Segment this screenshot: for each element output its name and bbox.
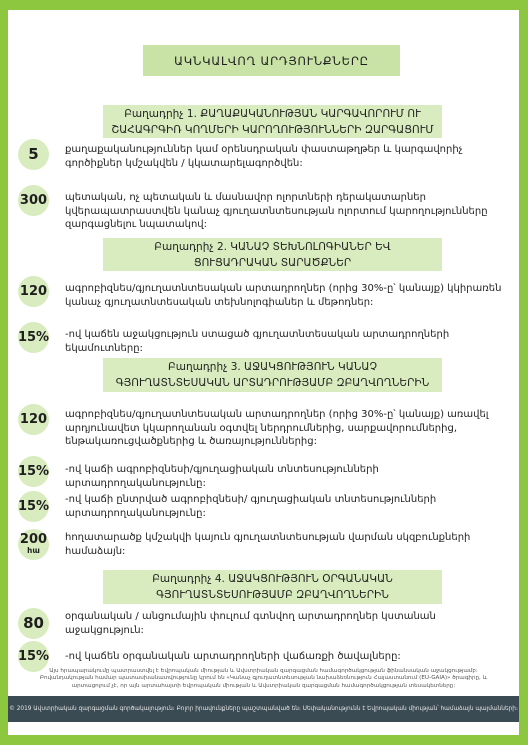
section-2-header	[103, 238, 442, 271]
item-9-value: 80	[18, 608, 49, 639]
section-3-header	[103, 358, 442, 392]
item-3-text: ագրոբիզնես/գյուղատնտեսական արտադրողներ (որից 30%-ը՝ կանայք) կկիրառեն կանաչ գյուղատնտեսական տեխնոլոգիաներ և մեթոդներ:	[65, 283, 502, 308]
item-1-value: 5	[18, 139, 49, 170]
item-8-number: 200	[19, 531, 48, 547]
item-2-value: 300	[18, 185, 49, 216]
item-7-value: 15%	[18, 491, 49, 522]
item-5-value: 120	[18, 404, 49, 435]
item-3-value: 120	[18, 276, 49, 307]
disclaimer-note: Այս հրապարակումը պատրաստվել է Եվրոպական միության և Ավստրիական զարգացման համագործակցության ֆինանսական աջակցությամբ: Բովանդակության համար պատասխանատվությունը կրում են «Կանաչ գյուղատնտեսության նախաձեռնություն Հայաստանում (EU-GAIA)» ծրագիրը, և արտացոլում չէ, որ այն արտահայտի Եվրոպական միության և Ավստրիական զարգացման համագործակցության տեսակետները:	[39, 668, 488, 689]
item-9-text: օրգանական / անցումային փուլում գտնվող արտադրողներ կստանան աջակցություն:	[65, 611, 436, 636]
section-4-line-2: ԳՅՈՒՂԱՏՆՏԵՍՈՒԹՅԱՄԲ ԶԲԱՂՎՈՂՆԵՐԻՆ	[156, 589, 389, 601]
section-3-line-1: Բաղադրիչ 3. ԱՋԱԿՑՈՒԹՅՈՒՆ ԿԱՆԱՉ	[168, 361, 377, 373]
copyright-footer: © 2019 Ավստրիական զարգացման գործակալություն։ Բոլոր իրավունքները պաշտպանված են։ Սեփականությունն է Եվրոպական միության՝ համաձայն պայմանների։	[8, 696, 519, 722]
poster-sheet	[8, 10, 519, 735]
section-2-line-1: Բաղադրիչ 2. ԿԱՆԱՉ ՏԵԽՆՈԼՈԳԻԱՆԵՐ ԵՎ	[154, 240, 391, 253]
section-1-header	[103, 105, 442, 138]
section-1-line-1: Բաղադրիչ 1. ՔԱՂԱՔԱԿԱՆՈՒԹՅԱՆ ԿԱՐԳԱՎՈՐՈՒՄ ՈՒ	[124, 107, 421, 120]
section-4-line-1: Բաղադրիչ 4. ԱՋԱԿՑՈՒԹՅՈՒՆ ՕՐԳԱՆԱԿԱՆ	[152, 573, 393, 585]
item-6-text: -ով կաճի ագրոբիզնեսի/գյուղացիական տնտեսությունների արտադրողականությունը:	[65, 464, 379, 489]
item-8-unit: հա	[27, 545, 40, 555]
item-10-value: 15%	[18, 641, 49, 672]
item-4-text: -ով կաճեն աջակցություն ստացած գյուղատնտեսական արտադրողների եկամուտները:	[65, 329, 450, 354]
section-3-line-2: ԳՅՈՒՂԱՏՆՏԵՍԱԿԱՆ ԱՐՏԱԴՐՈՒԹՅԱՄԲ ԶԲԱՂՎՈՂՆԵՐԻՆ	[115, 377, 430, 389]
item-10-text: -ով կաճեն օրգանական արտադրողների վաճառքի ծավալները:	[65, 651, 401, 662]
section-4-header	[103, 570, 442, 604]
item-7-text: -ով կաճի ընտրված ագրոբիզնեսի/ գյուղացիական տնտեսությունների արտադրողականությունը:	[65, 494, 437, 519]
section-2-line-2: ՑՈՒՑԱԴՐԱԿԱՆ ՏԱՐԱԾՔՆԵՐ	[193, 256, 352, 269]
item-4-value: 15%	[18, 322, 49, 353]
item-5-text: ագրոբիզնես/գյուղատնտեսական արտադրողներ (որից 30%-ը՝ կանայք) առավել արդյունավետ կկարողանան օգտվել ներդրումներից, սարքավորումներից, ենթակառուցվածքներից և ծառայություններից:	[65, 409, 489, 447]
section-1-line-2: ՇԱՀԱԳՐԳԻՌ ԿՈՂՄԵՐԻ ԿԱՐՈՂՈՒԹՅՈՒՆՆԵՐԻ ԶԱՐԳԱՑՈՒՄ	[111, 123, 434, 136]
page-title: ԱԿՆԿԱԼՎՈՂ ԱՐԴՅՈՒՆՔՆԵՐԸ	[143, 45, 400, 76]
item-1-text: քաղաքականություններ կամ օրենսդրական փաստաթղթեր և կարգավորիչ գործիքներ կմշակվեն / կկատարելագործվեն:	[65, 144, 463, 169]
item-6-value: 15%	[18, 456, 49, 487]
item-2-text: պետական, ոչ պետական և մասնավոր ոլորտների դերակատարներ կվերապատրաստվեն կանաչ գյուղատնտեսության ոլորտում կարողությունները զարգացնելու նպատակով:	[65, 192, 488, 230]
item-8-text: հողատարածք կմշակվի կայուն գյուղատնտեսության վարման սկզբունքների համաձայն:	[65, 532, 471, 557]
item-8-value	[18, 529, 49, 560]
